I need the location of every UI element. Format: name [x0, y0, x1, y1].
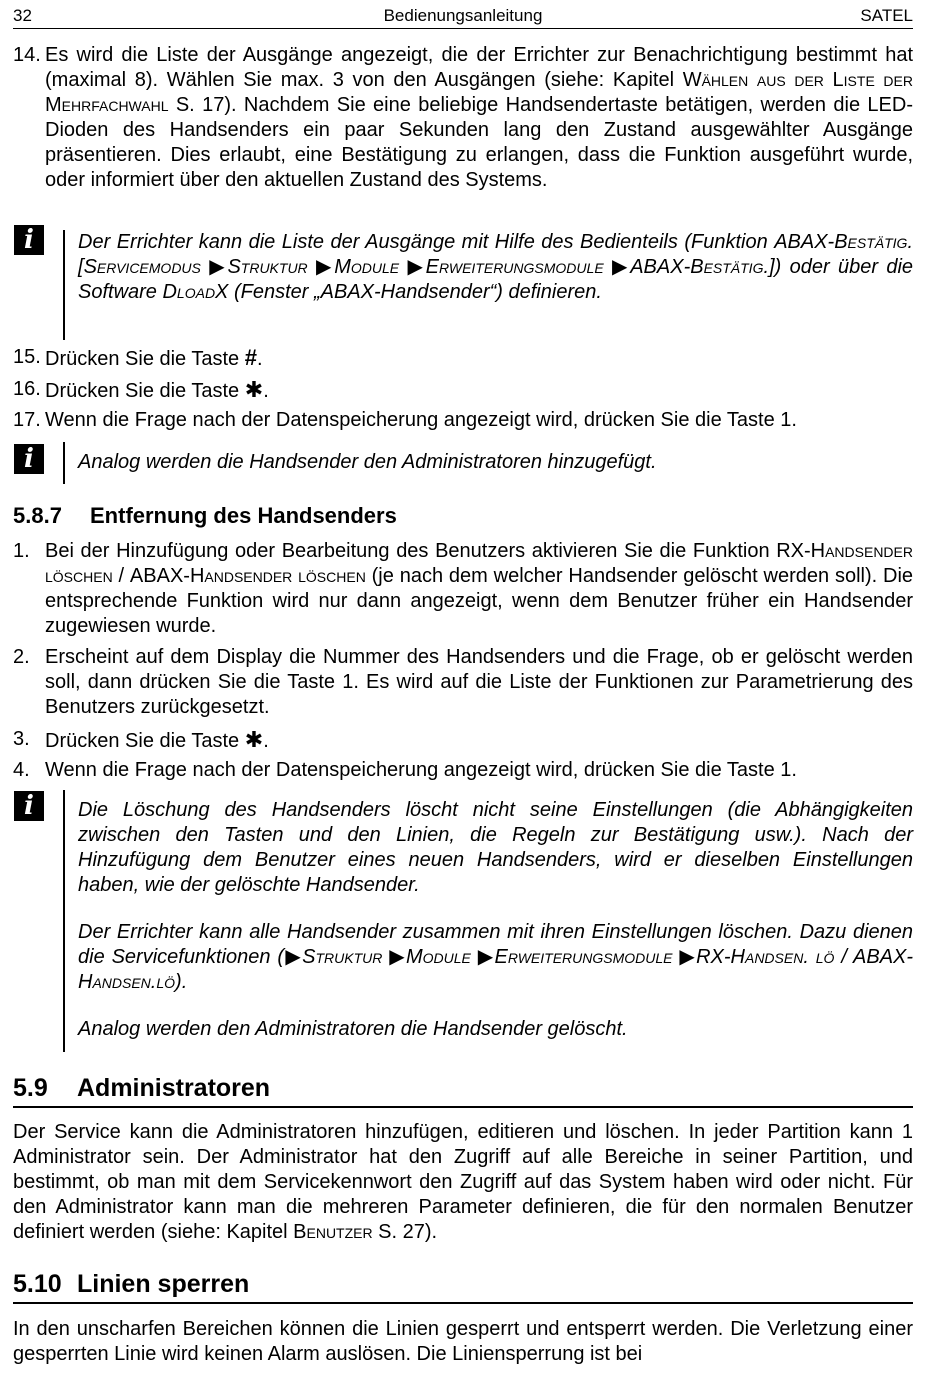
arrow-right-icon: ▶: [209, 256, 228, 278]
list-item: 17. Wenn die Frage nach der Datenspeicherung angezeigt wird, drücken Sie die Taste 1.: [13, 409, 797, 431]
hash-key-icon: #: [244, 345, 257, 370]
list-item: 1. Bei der Hinzufügung oder Bearbeitung des Benutzers aktivieren Sie die Funktion RX-Handsender löschen / ABAX-Handsender löschen (je nach dem welcher Handsender gelöscht werden soll). Die entsprechende Funktion wird nur dann angezeigt, wenn dem Benutzer früher ein Handsender zugewiesen wurde.: [13, 540, 914, 637]
section-heading: 5.9 Administratoren: [13, 1074, 913, 1108]
arrow-right-icon: ▶: [612, 256, 631, 278]
paragraph: In den unscharfen Bereichen können die Linien gesperrt und entsperrt werden. Die Verletzung einer gesperrten Linie wird keinen Alarm auslösen. Die Liniensperrung ist bei: [13, 1318, 913, 1365]
note-bar: [63, 790, 65, 1052]
arrow-right-icon: ▶: [477, 946, 495, 968]
arrow-right-icon: ▶: [284, 946, 303, 968]
list-item: 4. Wenn die Frage nach der Datenspeicherung angezeigt wird, drücken Sie die Taste 1.: [13, 759, 797, 781]
note-bar: [63, 442, 65, 484]
paragraph: Der Service kann die Administratoren hinzufügen, editieren und löschen. In jeder Partition kann 1 Administrator sein. Der Administrator hat den Zugriff auf alle Bereiche in seiner Partition, und bestimmt, ob man mit dem Servicekennwort den Zugriff auf das System haben wird oder nicht. Für den Administrator kann man die mehreren Parameter definieren, die für den normalen Benutzer definiert werden (siehe: Kapitel Benutzer S. 27).: [13, 1121, 913, 1243]
list-item: 16. Drücken Sie die Taste ✱.: [13, 377, 269, 402]
header-brand: SATEL: [860, 6, 913, 25]
arrow-right-icon: ▶: [316, 256, 335, 278]
arrow-right-icon: ▶: [407, 256, 426, 278]
arrow-right-icon: ▶: [679, 946, 697, 968]
page-header: [13, 4, 913, 29]
header-title: Bedienungsanleitung: [383, 6, 543, 25]
arrow-right-icon: ▶: [389, 946, 406, 968]
note-bar: [63, 230, 65, 340]
list-item: 3. Drücken Sie die Taste ✱.: [13, 727, 269, 752]
star-key-icon: ✱: [244, 377, 264, 402]
info-icon: i: [14, 225, 44, 255]
page-number: 32: [13, 6, 32, 25]
info-note: i Analog werden die Handsender den Administratoren hinzugefügt.: [13, 450, 913, 475]
section-heading: 5.10 Linien sperren: [13, 1270, 913, 1304]
list-item: 14. Es wird die Liste der Ausgänge angezeigt, die der Errichter zur Benachrichtigung bestimmt hat (maximal 8). Wählen Sie max. 3 von den Ausgängen (siehe: Kapitel Wählen aus der Liste der Mehrfachwahl S. 17). Nachdem Sie eine beliebige Handsendertaste betätigen, werden die LED-Dioden des Handsenders ein paar Sekunden lang den Zustand ausgewählter Ausgänge präsentieren. Dies erlaubt, eine Bestätigung zu erlangen, dass die Funktion ausgeführt wurde, oder informiert über den aktuellen Zustand des Systems.: [13, 44, 913, 191]
info-icon: i: [14, 444, 44, 474]
section-heading: 5.8.7 Entfernung des Handsenders: [13, 503, 397, 528]
list-item: 15. Drücken Sie die Taste #.: [13, 345, 263, 370]
star-key-icon: ✱: [244, 727, 264, 752]
info-icon: i: [14, 791, 44, 821]
info-note: i Die Löschung des Handsenders löscht nicht seine Einstellungen (die Abhängigkeiten zwischen den Tasten und den Linien, die Regeln zur Bestätigung usw.). Nach der Hinzufügung dem Benutzer eines neuen Handsenders, wird er dieselben Einstellungen haben, wie der gelöschte Handsender. Der Errichter kann alle Handsender zusammen mit ihren Einstellungen löschen. Dazu dienen die Servicefunktionen (▶Struktur ▶Module ▶Erweiterungsmodule ▶RX-Handsen. lö / ABAX-Handsen.lö). Analog werden den Administratoren die Handsender gelöscht.: [13, 798, 913, 1042]
info-note: i Der Errichter kann die Liste der Ausgänge mit Hilfe des Bedienteils (Funktion ABAX-Bestätig. [Servicemodus ▶Struktur ▶Module ▶Erweiterungsmodule ▶ABAX-Bestätig.]) oder über die Software DloadX (Fenster „ABAX-Handsender“) definieren.: [13, 230, 913, 305]
list-item: 2. Erscheint auf dem Display die Nummer des Handsenders und die Frage, ob er gelöscht werden soll, dann drücken Sie die Taste 1. Es wird auf die Liste der Funktionen zur Parametrierung des Benutzers zurückgesetzt.: [13, 646, 913, 718]
